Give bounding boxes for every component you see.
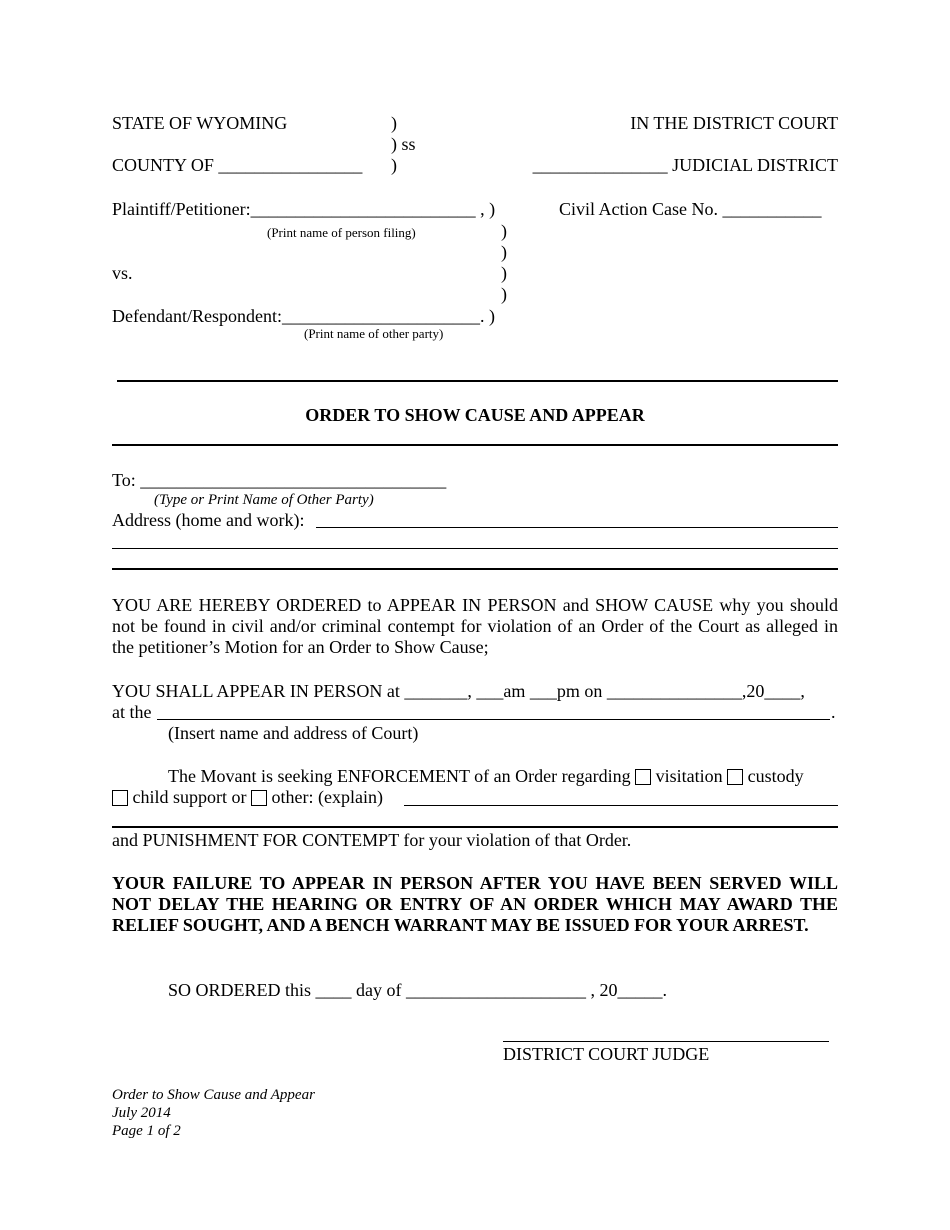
case-number-field: Civil Action Case No. ___________ bbox=[559, 199, 822, 219]
court-location-prefix: at the bbox=[112, 702, 152, 722]
page-title: ORDER TO SHOW CAUSE AND APPEAR bbox=[305, 405, 645, 425]
so-ordered-line: SO ORDERED this ____ day of ____________________ , 20_____. bbox=[168, 980, 667, 1000]
child-support-label: child support or bbox=[132, 787, 247, 807]
footer-page: Page 1 of 2 bbox=[112, 1123, 181, 1139]
caption-paren-ss: ) ss bbox=[391, 134, 416, 154]
county-label: COUNTY OF ________________ bbox=[112, 155, 363, 175]
to-note: (Type or Print Name of Other Party) bbox=[154, 492, 374, 508]
caption-paren: ) bbox=[391, 155, 397, 175]
defendant-note: (Print name of other party) bbox=[304, 326, 444, 341]
caption-paren: ) bbox=[501, 263, 507, 283]
court-location-suffix: . bbox=[831, 702, 836, 722]
footer-form-name: Order to Show Cause and Appear bbox=[112, 1087, 315, 1103]
caption-paren: ) bbox=[501, 242, 507, 262]
movant-line bbox=[168, 766, 804, 787]
footer-date: July 2014 bbox=[112, 1105, 171, 1121]
district-label: _______________ JUDICIAL DISTRICT bbox=[532, 155, 838, 175]
court-label: IN THE DISTRICT COURT bbox=[630, 113, 838, 133]
ordered-paragraph: YOU ARE HEREBY ORDERED to APPEAR IN PERSON and SHOW CAUSE why you should not be found in civil and/or criminal contempt for violation of an Order of the Court as alleged in the petitioner’s Motion for an Order to Show Cause; bbox=[112, 595, 838, 657]
child-support-checkbox[interactable] bbox=[112, 790, 128, 806]
appear-line: YOU SHALL APPEAR IN PERSON at _______, ___am ___pm on _______________,20____, bbox=[112, 681, 805, 701]
court-location-note: (Insert name and address of Court) bbox=[168, 723, 419, 743]
punishment-text: and PUNISHMENT FOR CONTEMPT for your violation of that Order. bbox=[112, 830, 632, 850]
other-label: other: (explain) bbox=[271, 787, 383, 807]
state-label: STATE OF WYOMING bbox=[112, 113, 288, 133]
explain-line bbox=[112, 826, 838, 828]
judge-label: DISTRICT COURT JUDGE bbox=[503, 1044, 710, 1064]
warning-paragraph: YOUR FAILURE TO APPEAR IN PERSON AFTER YOU HAVE BEEN SERVED WILL NOT DELAY THE HEARING OR ENTRY OF AN ORDER WHICH MAY AWARD THE RELIEF SOUGHT, AND A BENCH WARRANT MAY BE ISSUED FOR YOUR ARREST. bbox=[112, 873, 838, 935]
court-location-line bbox=[157, 719, 830, 720]
custody-label: custody bbox=[747, 766, 804, 786]
address-line bbox=[316, 527, 838, 528]
vs-label: vs. bbox=[112, 263, 133, 283]
movant-line-2 bbox=[112, 787, 383, 808]
other-checkbox[interactable] bbox=[251, 790, 267, 806]
visitation-label: visitation bbox=[655, 766, 723, 786]
plaintiff-field: Plaintiff/Petitioner:_________________________ , ) bbox=[112, 199, 496, 219]
address-line bbox=[112, 548, 838, 549]
caption-paren: ) bbox=[501, 284, 507, 304]
explain-line bbox=[404, 805, 838, 806]
plaintiff-note: (Print name of person filing) bbox=[267, 225, 416, 240]
caption-paren: ) bbox=[501, 221, 507, 241]
visitation-checkbox[interactable] bbox=[635, 769, 651, 785]
defendant-field: Defendant/Respondent:______________________. ) bbox=[112, 306, 495, 326]
to-field: To: __________________________________ bbox=[112, 470, 447, 490]
divider bbox=[112, 444, 838, 446]
custody-checkbox[interactable] bbox=[727, 769, 743, 785]
address-label: Address (home and work): bbox=[112, 510, 305, 530]
movant-intro: The Movant is seeking ENFORCEMENT of an Order regarding bbox=[168, 766, 631, 786]
divider bbox=[117, 380, 838, 382]
divider bbox=[112, 568, 838, 570]
caption-paren: ) bbox=[391, 113, 397, 133]
judge-signature-line bbox=[503, 1041, 829, 1042]
